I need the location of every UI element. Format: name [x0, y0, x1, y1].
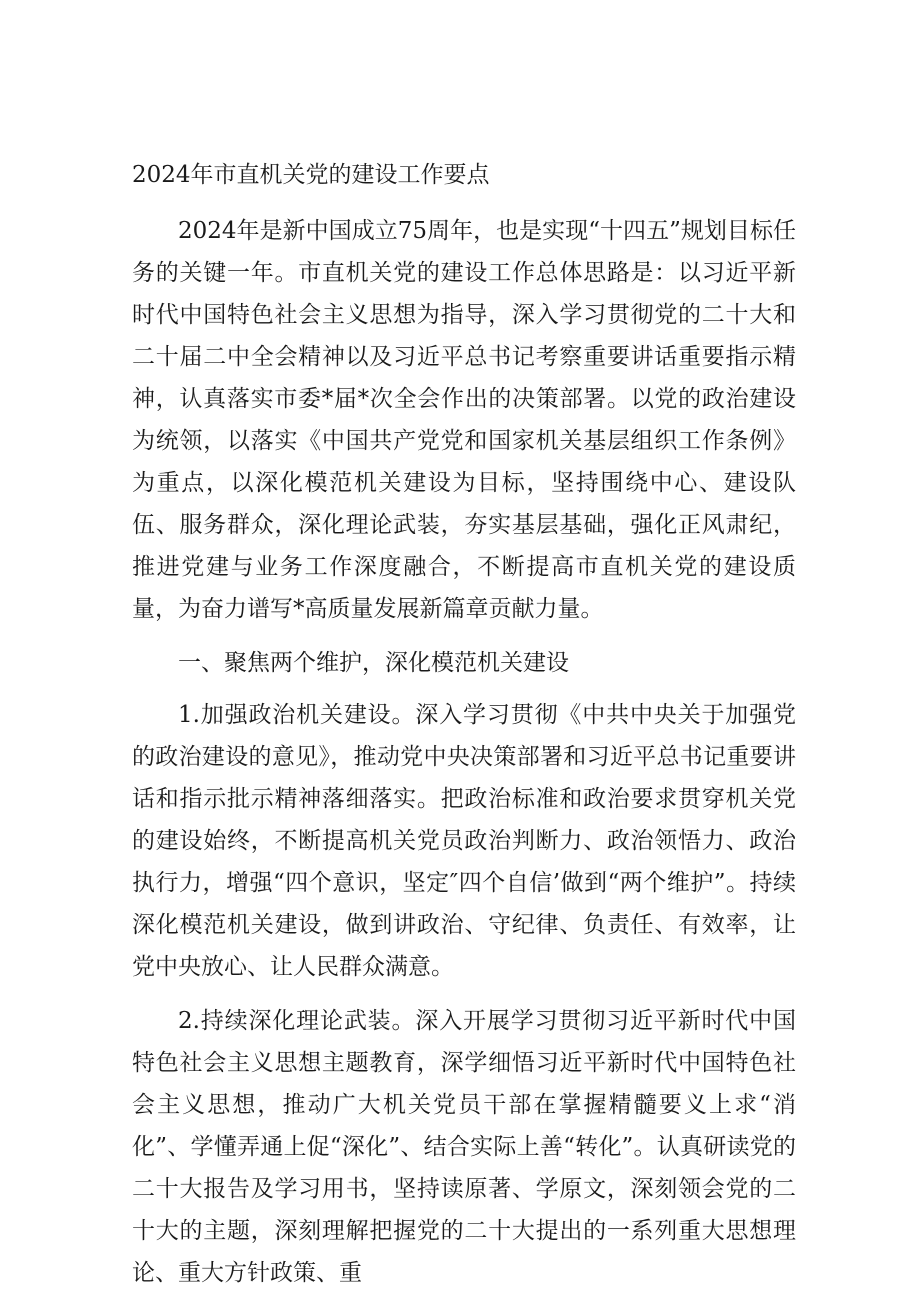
document-title: 2024年市直机关党的建设工作要点	[132, 162, 490, 188]
intro-paragraph: 2024年是新中国成立75周年，也是实现“十四五”规划目标任务的关键一年。市直机关党的建设工作总体思路是：以习近平新时代中国特色社会主义思想为指导，深入学习贯彻党的二十大和二十届二中全会精神以及习近平总书记考察重要讲话重要指示精神，认真落实市委*届*次全会作出的决策部署。以党的政治建设为统领，以落实《中国共产党党和国家机关基层组织工作条例》为重点，以深化模范机关建设为目标，坚持围绕中心、建设队伍、服务群众，深化理论武装，夯实基层基础，强化正风肃纪，推进党建与业务工作深度融合，不断提高市直机关党的建设质量，为奋力谱写*高质量发展新篇章贡献力量。	[132, 218, 796, 622]
item-paragraph-1: 1.加强政治机关建设。深入学习贯彻《中共中央关于加强党的政治建设的意见》，推动党中央决策部署和习近平总书记重要讲话和指示批示精神落细落实。把政治标准和政治要求贯穿机关党的建设始终，不断提高机关党员政治判断力、政治领悟力、政治执行力，增强“四个意识，坚定″四个自信’做到“两个维护”。持续深化模范机关建设，做到讲政治、守纪律、负责任、有效率，让党中央放心、让人民群众满意。	[132, 702, 796, 980]
document-page	[132, 152, 796, 1294]
section-heading-1: 一、聚焦两个维护，深化模范机关建设	[178, 650, 569, 676]
item-paragraph-2: 2.持续深化理论武装。深入开展学习贯彻习近平新时代中国特色社会主义思想主题教育，深学细悟习近平新时代中国特色社会主义思想，推动广大机关党员干部在掌握精髓要义上求“消化”、学懂弄通上促“深化”、结合实际上善“转化”。认真研读党的二十大报告及学习用书，坚持读原著、学原文，深刻领会党的二十大的主题，深刻理解把握党的二十大提出的一系列重大思想理论、重大方针政策、重	[132, 1008, 796, 1286]
